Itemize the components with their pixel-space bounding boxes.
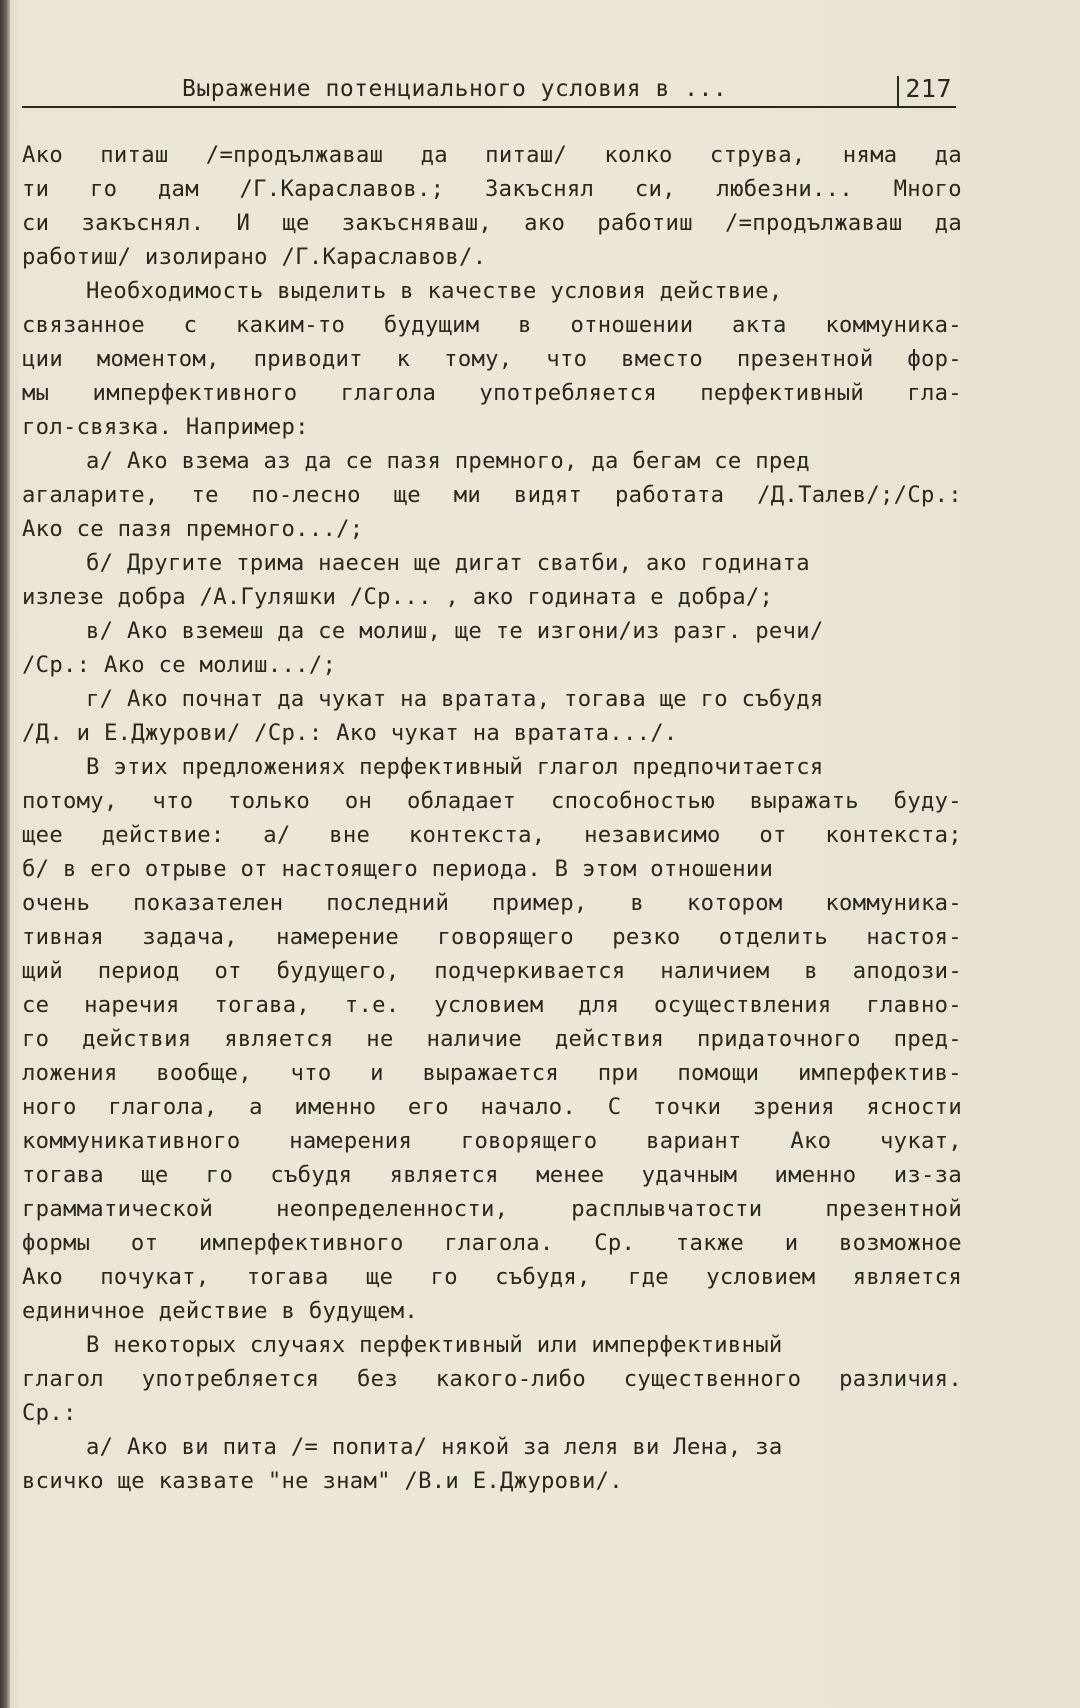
word: не (366, 1026, 394, 1052)
word: се (22, 992, 50, 1018)
text-line: В этих предложениях перфективный глагол предпочитается (86, 754, 824, 780)
word: действие: (101, 822, 225, 848)
word: коммуника- (825, 890, 962, 916)
word: струва, (709, 142, 806, 168)
text-line: единичное действие в будущем. (22, 1298, 419, 1324)
word: какого-либо (435, 1366, 586, 1392)
word: наличие (426, 1026, 523, 1052)
word: агаларите, (22, 482, 159, 508)
word: приводит (253, 346, 363, 372)
word: видят (513, 482, 583, 508)
word: презентной (825, 1196, 962, 1222)
word: няма (842, 142, 898, 168)
word: с (183, 312, 198, 338)
word: Закъснял (484, 176, 595, 202)
word: а/ (263, 822, 291, 848)
word: точки (652, 1094, 722, 1120)
word: вообще, (156, 1060, 252, 1086)
word: употребляется (141, 1366, 320, 1392)
text-line (22, 206, 962, 240)
text-line: работиш/ изолирано /Г.Караславов/. (22, 244, 487, 270)
word: имперфективного (198, 1230, 404, 1256)
text-line: Ср.: (22, 1400, 77, 1426)
word: его (407, 1094, 449, 1120)
text-line (22, 1124, 962, 1158)
word: ми (453, 482, 482, 508)
word: глагола. (444, 1230, 554, 1256)
word: ще (282, 210, 310, 236)
word: действия (82, 1026, 192, 1052)
word: при (597, 1060, 639, 1086)
word: каким-то (235, 312, 346, 338)
word: без (357, 1366, 398, 1392)
text-line (22, 818, 962, 852)
text-line: гол-связка. Например: (22, 414, 309, 440)
word: последний (326, 890, 450, 916)
word: наречия (84, 992, 180, 1018)
word: к (396, 346, 411, 372)
word: питаш/ (485, 142, 568, 168)
text-line (22, 1022, 962, 1056)
word: чукат, (880, 1128, 962, 1154)
word: будущего, (276, 958, 400, 984)
word: Ако (22, 1264, 63, 1290)
word: главно- (866, 992, 962, 1018)
word: от (214, 958, 242, 984)
word: употребляется (479, 380, 657, 406)
word: дам (157, 176, 199, 202)
word: где (627, 1264, 669, 1290)
word: вариант (646, 1128, 742, 1154)
example-line: /Ср.: Ако се молиш.../; (22, 652, 337, 678)
text-line (22, 1226, 962, 1260)
word: закъснял. (81, 210, 205, 236)
word: подчеркивается (434, 958, 626, 984)
word: /Г.Караславов.; (239, 176, 445, 202)
word: является (224, 1026, 334, 1052)
word: събудя, (495, 1264, 591, 1290)
word: перфективный (700, 380, 865, 406)
word: показателен (133, 890, 284, 916)
word: неопределенности, (276, 1196, 509, 1222)
word: что (546, 346, 588, 372)
word: говорящего (460, 1128, 598, 1154)
word: вместо (621, 346, 704, 372)
word: ции (22, 346, 63, 372)
word: от (130, 1230, 159, 1256)
word: помощи (677, 1060, 760, 1086)
word: условием (706, 1264, 816, 1290)
word: придаточного (696, 1026, 861, 1052)
word: задача, (142, 924, 238, 950)
word: имперфективного (92, 380, 298, 406)
word: ще (393, 482, 421, 508)
word: пример, (491, 890, 588, 916)
word: ще (365, 1264, 394, 1290)
word: глагол (22, 1366, 104, 1392)
text-line (22, 784, 962, 818)
word: мы (22, 380, 50, 406)
word: щий (22, 958, 63, 984)
word: независимо (584, 822, 721, 848)
word: да (934, 210, 962, 236)
text-line (22, 954, 962, 988)
word: аподози- (852, 958, 962, 984)
word: питаш (100, 142, 169, 168)
word: тогава (246, 1264, 329, 1290)
word: го (430, 1264, 458, 1290)
word: И (236, 210, 251, 236)
word: различия. (839, 1366, 962, 1392)
word: контекста, (408, 822, 546, 848)
word: выражать (749, 788, 859, 814)
word: менее (536, 1162, 605, 1188)
word: тогава (22, 1162, 104, 1188)
word: ти (22, 176, 50, 202)
word: работата (615, 482, 725, 508)
word: /=продължаваш (205, 142, 384, 168)
word: а (249, 1094, 263, 1120)
word: именно (294, 1094, 377, 1120)
example-line: Ако се пазя премного.../; (22, 516, 364, 542)
word: акта (732, 312, 787, 338)
word: те (191, 482, 219, 508)
word: начало. (480, 1094, 577, 1120)
word: и (784, 1230, 799, 1256)
word: фор- (907, 346, 962, 372)
word: Ако (22, 142, 63, 168)
running-header (22, 72, 956, 108)
word: по-лесно (251, 482, 361, 508)
word: говорящего (437, 924, 574, 950)
word: пред- (893, 1026, 962, 1052)
word: контекста; (825, 822, 962, 848)
example-line: б/ Другите трима наесен ще дигат сватби, ако годината (86, 550, 810, 576)
text-line (22, 988, 962, 1022)
text-line (22, 376, 962, 410)
word: си (22, 210, 50, 236)
word: резко (612, 924, 681, 950)
word: ясности (866, 1094, 962, 1120)
running-title: Выражение потенциального условия в ... (182, 76, 728, 102)
text-line (22, 1090, 962, 1124)
word: котором (686, 890, 783, 916)
word: Много (893, 176, 962, 202)
word: отношении (570, 312, 694, 338)
word: и (370, 1060, 384, 1086)
word: условием (434, 992, 544, 1018)
word: только (228, 788, 311, 814)
word: ного (22, 1094, 77, 1120)
word: возможное (838, 1230, 962, 1256)
word: коммуника- (825, 312, 962, 338)
word: ложения (22, 1060, 118, 1086)
word: работиш (597, 210, 693, 236)
word: имперфектив- (798, 1060, 962, 1086)
word: ще (141, 1162, 169, 1188)
word: связанное (22, 312, 145, 338)
word: он (344, 788, 373, 814)
text-line (22, 342, 962, 376)
word: презентной (736, 346, 874, 372)
word: събудя (270, 1162, 353, 1188)
book-spine-shadow (0, 0, 10, 1708)
word: /=продължаваш (724, 210, 903, 236)
text-line (22, 886, 962, 920)
word: осуществления (654, 992, 832, 1018)
word: настоя- (866, 924, 962, 950)
word: способностью (550, 788, 715, 814)
example-line: всичко ще казвате "не знам" /В.и Е.Джурови/. (22, 1468, 623, 1494)
word: ако (524, 210, 566, 236)
page-body (22, 138, 962, 1498)
word: действия (554, 1026, 665, 1052)
word: /Д.Талев/;/Ср.: (757, 482, 962, 508)
word: да (420, 142, 448, 168)
word: т.е. (344, 992, 400, 1018)
word: го (89, 176, 118, 202)
word: колко (604, 142, 673, 168)
word: намерение (276, 924, 400, 950)
word: существенного (623, 1366, 802, 1392)
word: является (389, 1162, 499, 1188)
word: что (290, 1060, 332, 1086)
word: Ако (790, 1128, 832, 1154)
word: си, (634, 176, 676, 202)
word: коммуникативного (22, 1128, 241, 1154)
word: удачным (641, 1162, 738, 1188)
example-line: г/ Ако почнат да чукат на вратата, тогава ще го събудя (86, 686, 824, 712)
text-line (22, 1260, 962, 1294)
word: также (675, 1230, 745, 1256)
text-line: Необходимость выделить в качестве условия действие, (86, 278, 783, 304)
word: отделить (718, 924, 829, 950)
word: что (152, 788, 194, 814)
word: период (97, 958, 180, 984)
word: гла- (907, 380, 962, 406)
text-line (22, 172, 962, 206)
word: почукат, (100, 1264, 210, 1290)
text-line (22, 1192, 962, 1226)
word: го (205, 1162, 234, 1188)
word: зрения (752, 1094, 835, 1120)
word: буду- (893, 788, 962, 814)
word: из-за (893, 1162, 962, 1188)
word: в (804, 958, 818, 984)
text-line (22, 920, 962, 954)
word: от (759, 822, 787, 848)
example-line: а/ Ако ви пита /= попита/ някой за леля ви Лена, за (86, 1434, 783, 1460)
text-line (22, 1158, 962, 1192)
word: С (607, 1094, 622, 1120)
word: Ср. (594, 1230, 636, 1256)
example-line (22, 478, 962, 512)
word: да (934, 142, 962, 168)
example-line: а/ Ако взема аз да се пазя премного, да бегам се пред (86, 448, 810, 474)
word: грамматической (22, 1196, 214, 1222)
text-line: б/ в его отрыве от настоящего периода. В этом отношении (22, 856, 774, 882)
example-line: в/ Ако вземеш да се молиш, ще те изгони/из разг. речи/ (86, 618, 824, 644)
text-line (22, 138, 962, 172)
word: расплывчатости (571, 1196, 763, 1222)
word: глагола (340, 380, 437, 406)
word: тивная (22, 924, 104, 950)
word: для (578, 992, 620, 1018)
word: го (22, 1026, 50, 1052)
word: потому, (22, 788, 118, 814)
example-line: излезе добра /А.Гуляшки /Ср... , ако годината е добра/; (22, 584, 774, 610)
text-line: В некоторых случаях перфективный или имперфективный (86, 1332, 783, 1358)
word: закъсняваш, (341, 210, 493, 236)
text-line (22, 1056, 962, 1090)
word: моментом, (96, 346, 220, 372)
text-line (22, 308, 962, 342)
word: вне (329, 822, 371, 848)
text-line (22, 1362, 962, 1396)
word: именно (774, 1162, 857, 1188)
word: тому, (444, 346, 513, 372)
page-number: 217 (905, 74, 952, 103)
word: очень (22, 890, 91, 916)
word: щее (22, 822, 63, 848)
word: обладает (406, 788, 517, 814)
word: будущим (383, 312, 480, 338)
word: является (852, 1264, 962, 1290)
word: глагола, (108, 1094, 218, 1120)
word: в (518, 312, 532, 338)
word: любезни... (716, 176, 854, 202)
word: формы (22, 1230, 91, 1256)
word: в (630, 890, 645, 916)
word: тогава, (214, 992, 311, 1018)
word: намерения (289, 1128, 413, 1154)
word: выражается (422, 1060, 560, 1086)
word: наличием (660, 958, 770, 984)
example-line: /Д. и Е.Джурови/ /Ср.: Ако чукат на вратата.../. (22, 720, 678, 746)
